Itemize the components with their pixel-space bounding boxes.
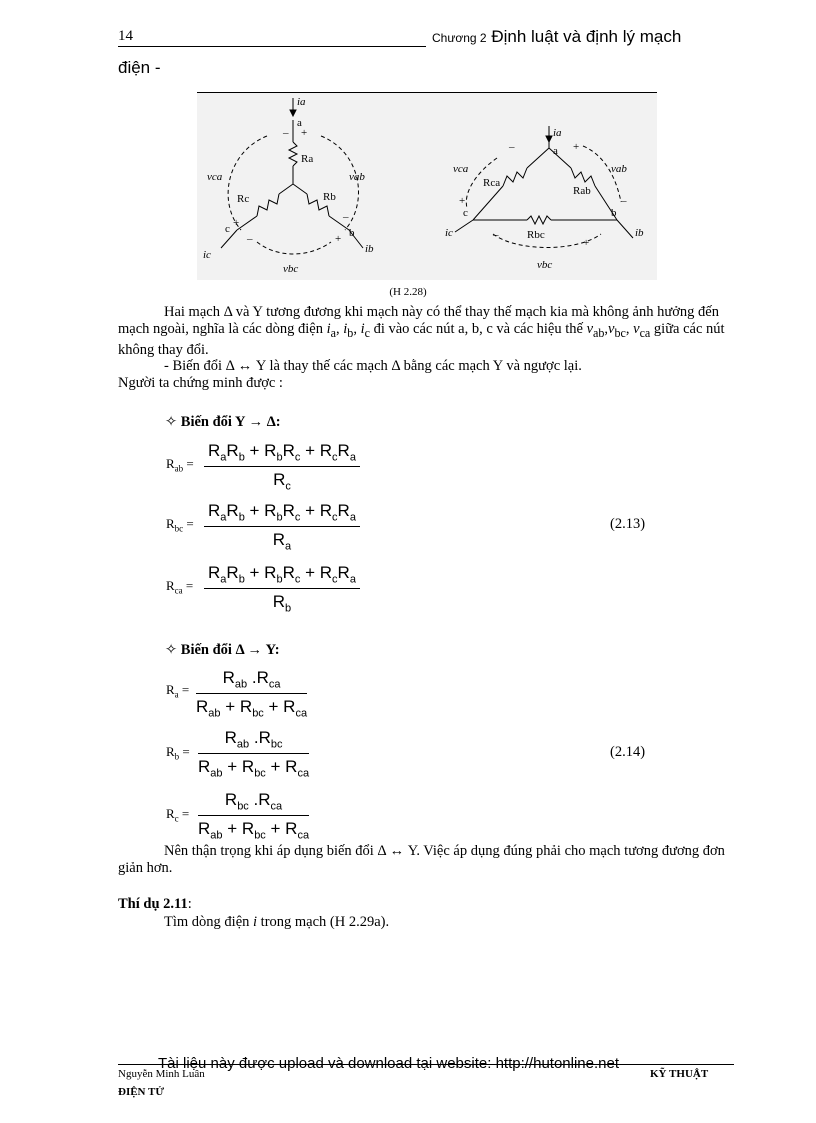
- svg-text:c: c: [463, 207, 468, 219]
- y-ra-label: Ra: [301, 153, 314, 165]
- header-rule: [118, 46, 426, 47]
- delta-vca-label: vca: [453, 163, 469, 175]
- rc-label: $R_c$ =: [166, 806, 190, 824]
- footer-author: Nguyễn Minh Luân: [118, 1068, 205, 1080]
- svg-text:+: +: [583, 237, 590, 249]
- star-bullet-icon: ✧: [165, 414, 178, 430]
- delta-network-labels: [445, 127, 644, 271]
- rab-fraction: $R_aR_b + R_bR_c + R_cR_a$ $R_c$: [204, 441, 360, 493]
- svg-text:–: –: [509, 141, 515, 153]
- heading-y-to-delta: ✧ Biến đổi Y → Δ:: [165, 414, 281, 430]
- svg-text:–: –: [247, 233, 253, 245]
- circuit-figure: [197, 92, 657, 280]
- rab-denominator: $R_c$: [273, 470, 291, 493]
- paragraph-proof: Người ta chứng minh được :: [118, 375, 283, 391]
- footer-website-notice: Tài liệu này được upload và download tại website: http://hutonline.net: [158, 1055, 620, 1072]
- figure-top-rule: [197, 92, 657, 93]
- y-ia-label: ia: [297, 96, 306, 108]
- figure-caption: (H 2.28): [389, 286, 427, 298]
- y-vab-label: vab: [349, 171, 365, 183]
- star-bullet-icon: ✧: [165, 642, 178, 658]
- svg-text:b: b: [611, 207, 617, 219]
- svg-text:+: +: [573, 141, 580, 153]
- chapter-prefix: Chương 2: [432, 31, 487, 45]
- ra-label: $R_a$ =: [166, 682, 190, 700]
- page-number: 14: [118, 28, 133, 44]
- y-rc-label: Rc: [237, 193, 250, 205]
- rc-fraction: $R_{bc}$ $.R_{ca}$ $R_{ab} + R_{bc} + R_{ca}$: [198, 790, 310, 842]
- heading-delta-to-y: ✧ Biến đổi Δ → Y:: [165, 642, 280, 658]
- delta-rbc-label: Rbc: [527, 229, 545, 241]
- svg-text:+: +: [233, 217, 240, 229]
- svg-text:+: +: [335, 233, 342, 245]
- rb-fraction: $R_{ab}$ $.R_{bc}$ $R_{ab} + R_{bc} + R_{ca}$: [198, 728, 310, 780]
- delta-ic-label: ic: [445, 227, 453, 239]
- rbc-fraction: $R_aR_b + R_bR_c + R_cR_a$ $R_a$: [204, 501, 360, 553]
- rbc-label: $R_{bc}$ =: [166, 516, 194, 534]
- y-rb-label: Rb: [323, 191, 336, 203]
- svg-text:b: b: [349, 227, 355, 239]
- svg-text:a: a: [553, 145, 558, 157]
- rca-fraction: $R_aR_b + R_bR_c + R_cR_a$ $R_b$: [204, 563, 360, 615]
- svg-text:+: +: [301, 127, 308, 139]
- delta-rab-label: Rab: [573, 185, 591, 197]
- delta-ib-label: ib: [635, 227, 644, 239]
- delta-vbc-label: vbc: [537, 259, 553, 271]
- paragraph-equivalence: Hai mạch Δ và Y tương đương khi mạch này có thể thay thế mạch kia mà không ảnh hưởng đến mạch ngoài, nghĩa là các dòng điện $i_a$, $i_b$, $i_c$ đi vào các nút a, b, c và các hiệu thế $v_{ab},v_{bc}$, $v_{ca}$ giữa các nút không thay đổi.: [118, 304, 725, 358]
- svg-text:–: –: [493, 229, 499, 241]
- paragraph-caution: Nên thận trọng khi áp dụng biến đổi Δ ↔ Y. Việc áp dụng đúng phải cho mạch tương đương đơn giản hơn.: [118, 843, 725, 876]
- y-ic-label: ic: [203, 249, 211, 261]
- svg-text:–: –: [621, 195, 627, 207]
- example-heading: Thí dụ 2.11:: [118, 896, 192, 912]
- y-vca-label: vca: [207, 171, 223, 183]
- y-vbc-label: vbc: [283, 263, 299, 275]
- paragraph-transform: - Biến đổi Δ ↔ Y là thay thế các mạch Δ bằng các mạch Y và ngược lại.: [164, 358, 582, 374]
- svg-text:a: a: [297, 117, 302, 129]
- delta-rca-label: Rca: [483, 177, 501, 189]
- y-ib-label: ib: [365, 243, 374, 255]
- svg-text:–: –: [283, 127, 289, 139]
- delta-ia-label: ia: [553, 127, 562, 139]
- chapter-title-continued: điện -: [118, 58, 161, 77]
- svg-text:–: –: [343, 211, 349, 223]
- y-network-diagram: [197, 92, 657, 254]
- svg-text:c: c: [225, 223, 230, 235]
- footer-right-title: KỸ THUẬT: [650, 1068, 709, 1080]
- ra-fraction: $R_{ab}$ $.R_{ca}$ $R_{ab} + R_{bc} + R_{ca}$: [196, 668, 308, 720]
- rab-label: $R_{ab}$ =: [166, 456, 194, 474]
- example-text: Tìm dòng điện i trong mạch (H 2.29a).: [164, 914, 390, 930]
- chapter-header: [432, 27, 681, 47]
- rca-label: $R_{ca}$ =: [166, 578, 194, 596]
- delta-vab-label: vab: [611, 163, 627, 175]
- rb-label: $R_b$ =: [166, 744, 190, 762]
- chapter-title: Định luật và định lý mạch: [491, 27, 682, 46]
- footer-sub-title: ĐIỆN TỬ: [118, 1086, 165, 1098]
- svg-text:+: +: [459, 195, 466, 207]
- equation-number-2-13: (2.13): [610, 516, 646, 532]
- equation-number-2-14: (2.14): [610, 744, 646, 760]
